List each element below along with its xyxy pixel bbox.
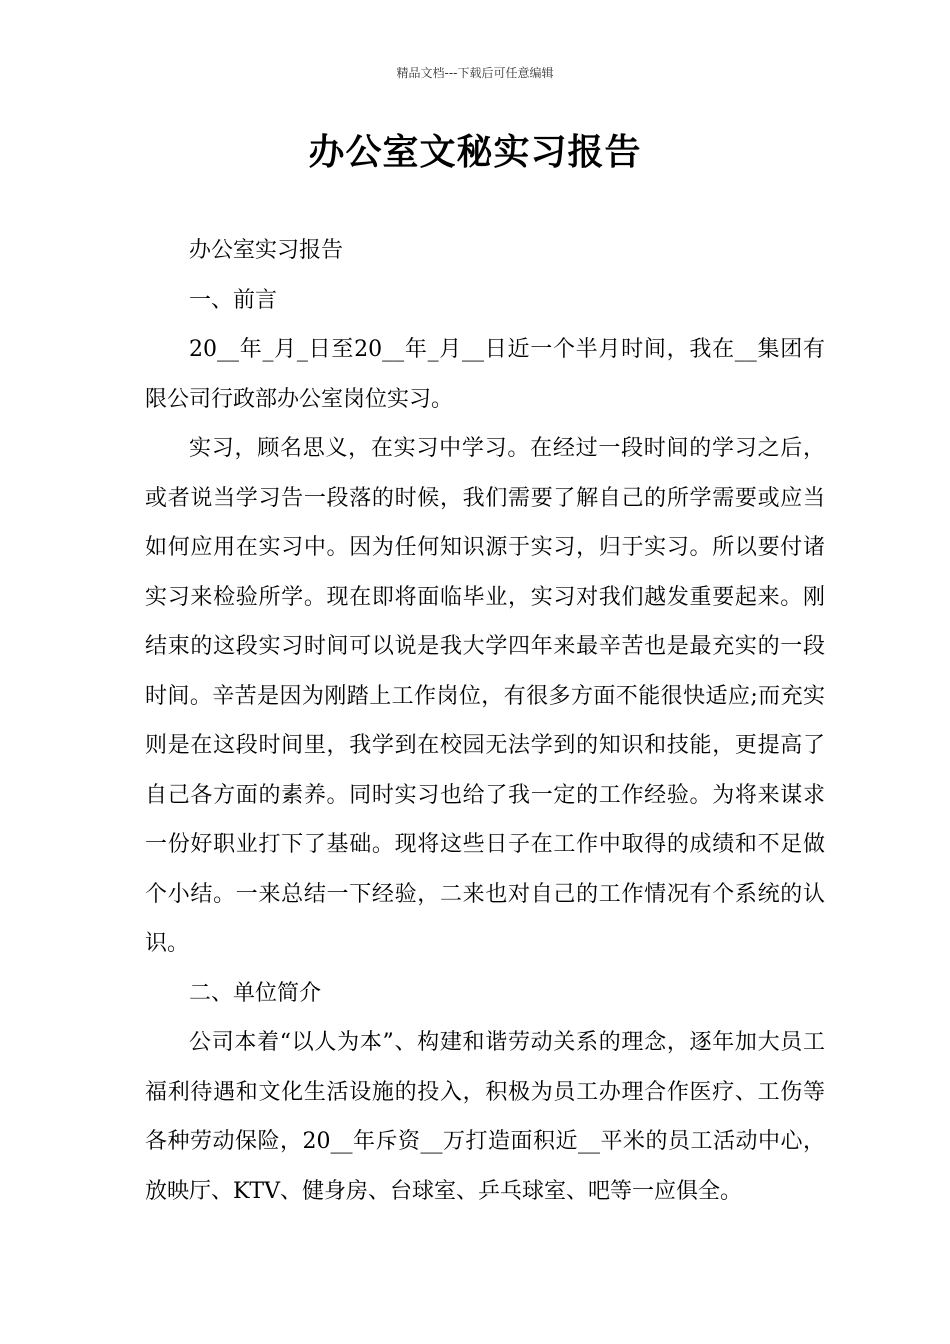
document-title: 办公室文秘实习报告	[308, 132, 642, 173]
document-body	[145, 226, 825, 1216]
subtitle-paragraph: 办公室实习报告	[189, 238, 344, 263]
body-paragraph: 实习，顾名思义，在实习中学习。在经过一段时间的学习之后，或者说当学习告一段落的时候，我们需要了解自己的所学需要或应当如何应用在实习中。因为任何知识源于实习，归于实习。所以要付诸实习来检验所学。现在即将面临毕业，实习对我们越发重要起来。刚结束的这段实习时间可以说是我大学四年来最辛苦也是最充实的一段时间。辛苦是因为刚踏上工作岗位，有很多方面不能很快适应;而充实则是在这段时间里，我学到在校园无法学到的知识和技能，更提高了自己各方面的素养。同时实习也给了我一定的工作经验。为将来谋求一份好职业打下了基础。现将这些日子在工作中取得的成绩和不足做个小结。一来总结一下经验，二来也对自己的工作情况有个系统的认识。	[145, 436, 825, 956]
body-paragraph: 公司本着“以人为本”、构建和谐劳动关系的理念，逐年加大员工福利待遇和文化生活设施的投入，积极为员工办理合作医疗、工伤等各种劳动保险，20__年斥资__万打造面积近__平米的员工活动中心，放映厅、KTV、健身房、台球室、乒乓球室、吧等一应俱全。	[145, 1030, 825, 1204]
header-note: 精品文档---下载后可任意编辑	[396, 66, 554, 80]
section-heading-unit-intro: 二、单位简介	[189, 980, 322, 1006]
section-heading-preface: 一、前言	[189, 287, 278, 313]
body-paragraph: 20__年_月_日至20__年_月__日近一个半月时间，我在__集团有限公司行政部办公室岗位实习。	[145, 337, 825, 412]
